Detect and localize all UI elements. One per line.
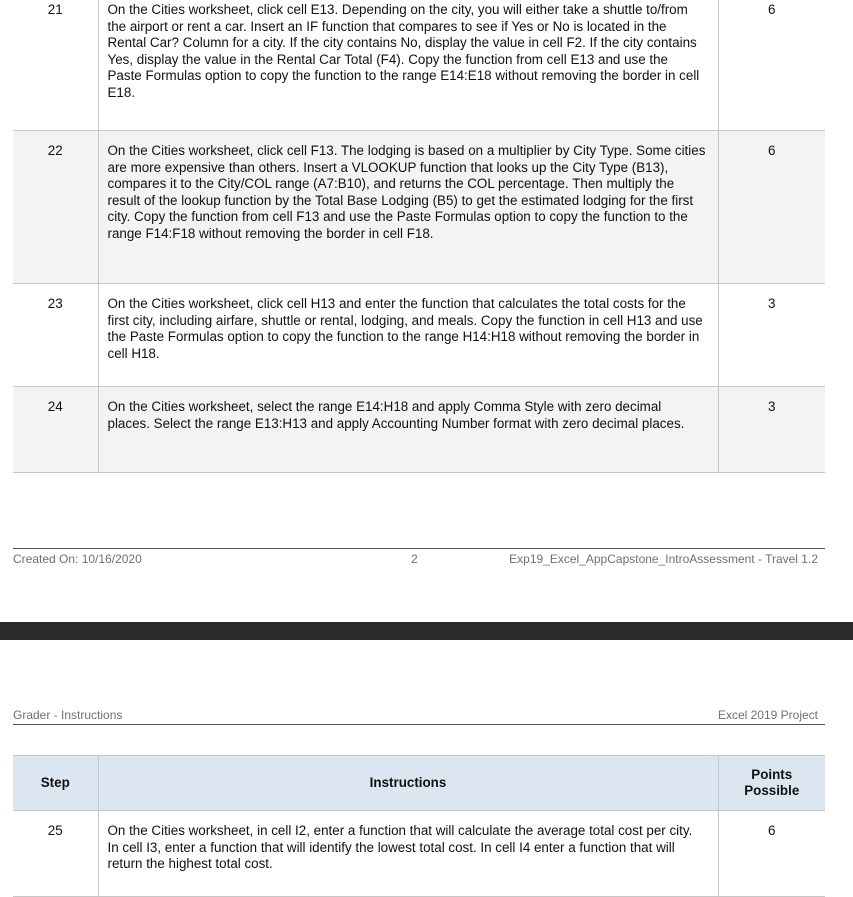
page-break-separator: [0, 622, 853, 640]
header-grader-instructions: Grader - Instructions: [13, 708, 123, 722]
instructions-table: [13, 0, 825, 473]
footer-created-date: Created On: 10/16/2020: [13, 552, 142, 566]
table-header-row: [13, 756, 825, 811]
step-instructions: On the Cities worksheet, in cell I2, enter a function that will calculate the average total cost per city. In cell I3, enter a function that will identify the lowest total cost. In cell I4 enter a function that will return the highest total cost.: [98, 811, 718, 897]
step-number: 24: [13, 387, 98, 473]
footer-document-name: Exp19_Excel_AppCapstone_IntroAssessment - Travel 1.2: [509, 552, 818, 566]
table-row: [13, 284, 825, 387]
step-number: 22: [13, 131, 98, 284]
table-row: [13, 0, 825, 131]
column-header-step: Step: [13, 756, 98, 811]
column-header-points-line2: Possible: [744, 783, 800, 798]
step-number: 21: [13, 0, 98, 131]
step-instructions: On the Cities worksheet, select the range E14:H18 and apply Comma Style with zero decimal places. Select the range E13:H13 and apply Accounting Number format with zero decimal places.: [98, 387, 718, 473]
step-instructions: On the Cities worksheet, click cell H13 and enter the function that calculates the total costs for the first city, including airfare, shuttle or rental, lodging, and meals. Copy the function in cell H13 and use the Paste Formulas option to copy the function to the range H14:H18 without removing the border in cell H18.: [98, 284, 718, 387]
points-possible: 3: [718, 387, 825, 473]
points-possible: 6: [718, 131, 825, 284]
step-instructions: On the Cities worksheet, click cell F13. The lodging is based on a multiplier by City Type. Some cities are more expensive than others. Insert a VLOOKUP function that looks up the City Type (B13), compares it to the City/COL range (A7:B10), and returns the COL percentage. Then multiply the result of the lookup function by the Total Base Lodging (B5) to get the estimated lodging for the first city. Copy the function from cell F13 and use the Paste Formulas option to copy the function to the range F14:F18 without removing the border in cell F18.: [98, 131, 718, 284]
header-divider: [13, 724, 825, 725]
table-row: [13, 811, 825, 897]
step-instructions: On the Cities worksheet, click cell E13. Depending on the city, you will either take a shuttle to/from the airport or rent a car. Insert an IF function that compares to see if Yes or No is located in the Rental Car? Column for a city. If the city contains No, display the value in cell F2. If the city contains Yes, display the value in the Rental Car Total (F4). Copy the function from cell E13 and use the Paste Formulas option to copy the function to the range E14:E18 without removing the border in cell E18.: [98, 0, 718, 131]
table-row: [13, 387, 825, 473]
footer-divider: [13, 548, 825, 549]
points-possible: 3: [718, 284, 825, 387]
header-project-title: Excel 2019 Project: [717, 708, 818, 722]
column-header-instructions: Instructions: [98, 756, 718, 811]
step-number: 25: [13, 811, 98, 897]
column-header-points: [718, 756, 825, 811]
table-row: [13, 131, 825, 284]
points-possible: 6: [718, 811, 825, 897]
step-number: 23: [13, 284, 98, 387]
instructions-table: [13, 755, 825, 897]
footer-page-number: 2: [411, 552, 418, 566]
points-possible: 6: [718, 0, 825, 131]
column-header-points-line1: Points: [751, 767, 793, 782]
